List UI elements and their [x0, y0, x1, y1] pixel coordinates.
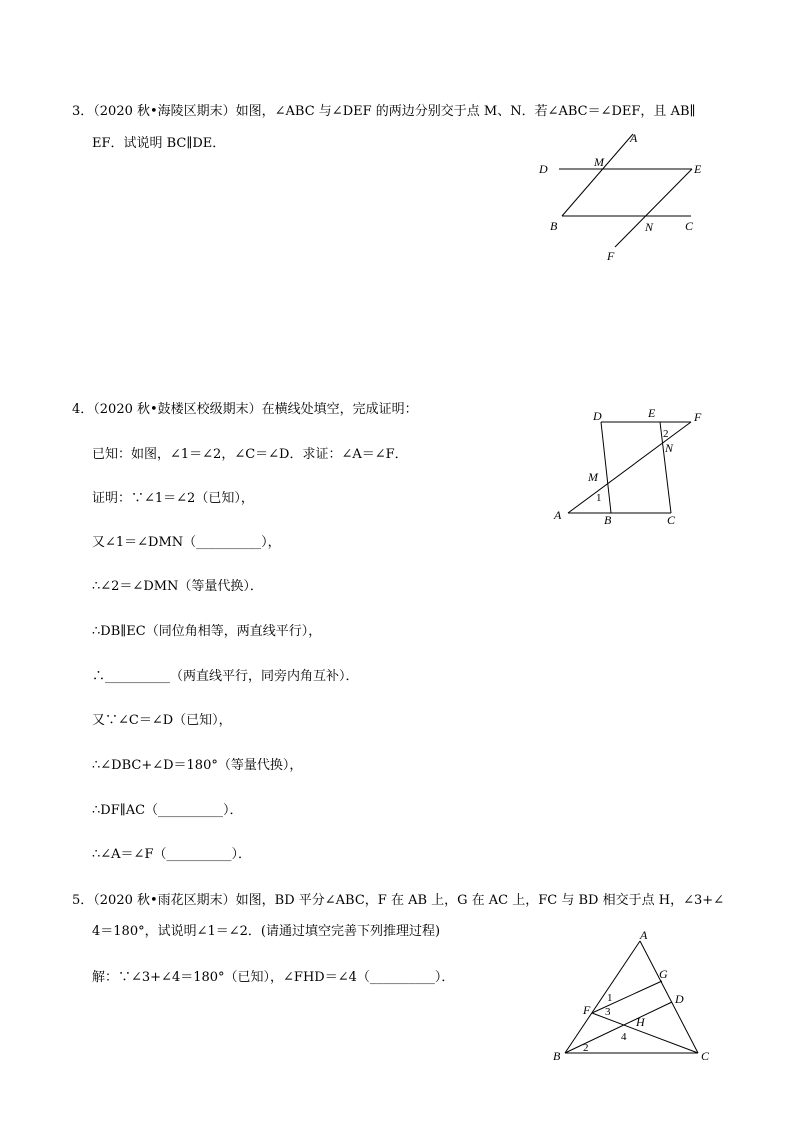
label-M: M	[588, 470, 598, 484]
label-2: 2	[583, 1042, 589, 1054]
problem5-figure	[545, 925, 720, 1070]
label-D: D	[539, 162, 548, 176]
label-D: D	[593, 409, 602, 423]
problem4-line: ∴DF∥AC（__________）．	[92, 803, 243, 818]
label-B: B	[550, 219, 558, 233]
label-C: C	[667, 513, 676, 527]
problem3-figure	[530, 125, 710, 265]
label-2: 2	[663, 428, 669, 440]
problem4-line: 已知：如图，∠1＝∠2，∠C＝∠D．求证：∠A＝∠F．	[92, 447, 408, 462]
label-1: 1	[596, 492, 602, 504]
line-BD	[565, 1002, 672, 1053]
label-4: 4	[621, 1031, 627, 1043]
label-B: B	[604, 513, 612, 527]
problem4-line: 又∵∠C＝∠D（已知），	[92, 713, 232, 728]
problem4-title: 4．（2020 秋•鼓楼区校级期末）在横线处填空，完成证明：	[72, 402, 418, 417]
problem3-line2: EF．试说明 BC∥DE．	[92, 136, 226, 151]
label-C: C	[701, 1049, 710, 1063]
problem3-line1: 3．（2020 秋•海陵区期末）如图，∠ABC 与∠DEF 的两边分别交于点 M、N．若∠ABC＝∠DEF，且 AB∥	[72, 104, 696, 119]
label-F: F	[694, 410, 702, 424]
problem4-line: ∴__________（两直线平行，同旁内角互补）．	[92, 669, 359, 684]
label-D: D	[675, 992, 684, 1006]
line-AB	[562, 134, 633, 216]
label-E: E	[648, 406, 656, 420]
problem5-line2: 4＝180°，试说明∠1＝∠2．(请通过填空完善下列推理过程)	[92, 924, 441, 939]
label-3: 3	[605, 1006, 611, 1018]
label-E: E	[694, 162, 702, 176]
problem4-line: 证明：∵∠1＝∠2（已知），	[92, 491, 254, 506]
label-H: H	[636, 1015, 645, 1029]
problem4-figure	[548, 402, 718, 532]
line-DB	[601, 422, 611, 513]
label-1: 1	[607, 992, 613, 1004]
line-EF	[615, 169, 692, 247]
label-F: F	[607, 249, 615, 263]
problem4-line: 又∠1＝∠DMN（__________），	[92, 535, 281, 550]
problem4-line: ∴∠A＝∠F（__________）．	[92, 847, 251, 862]
problem5-line3: 解：∵∠3+∠4＝180°（已知），∠FHD＝∠4（__________）．	[92, 970, 455, 985]
label-M: M	[594, 155, 604, 169]
label-C: C	[685, 219, 694, 233]
label-N: N	[665, 441, 674, 455]
problem4-line: ∴∠DBC+∠D＝180°（等量代换），	[92, 758, 303, 773]
label-A: A	[640, 928, 648, 942]
problem5-line1: 5．（2020 秋•雨花区期末）如图，BD 平分∠ABC，F 在 AB 上，G 在 AC 上，FC 与 BD 相交于点 H，∠3+∠	[72, 893, 725, 908]
line-AC	[640, 941, 698, 1053]
label-A: A	[554, 508, 562, 522]
problem4-line: ∴∠2＝∠DMN（等量代换）．	[92, 579, 263, 594]
line-AB	[565, 941, 640, 1053]
line-AF	[568, 422, 691, 513]
label-F: F	[583, 1003, 591, 1017]
problem4-line: ∴DB∥EC（同位角相等，两直线平行），	[92, 624, 322, 639]
label-B: B	[553, 1049, 561, 1063]
label-A: A	[630, 131, 638, 145]
label-G: G	[659, 967, 668, 981]
label-N: N	[645, 220, 654, 234]
